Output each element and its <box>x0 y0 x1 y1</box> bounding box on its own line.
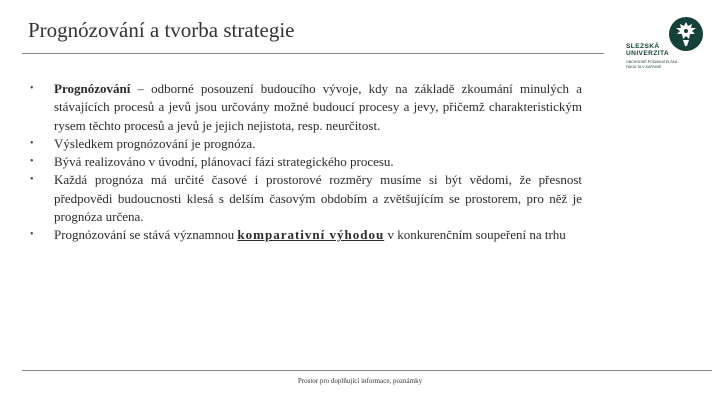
bullet-item <box>30 226 582 244</box>
bullet-text-start: Prognózování se stává významnou <box>54 227 238 243</box>
bullet-dot-icon: • <box>30 83 34 94</box>
bullet-item <box>30 135 582 153</box>
logo-sub-line1: OBCHODNĚ PODNIKATELSKÁ <box>626 60 678 64</box>
slide-title: Prognózování a tvorba strategie <box>28 18 295 42</box>
logo-name-line1: SLEZSKÁ <box>626 43 660 50</box>
bullet-dot-icon: • <box>30 156 34 168</box>
university-logo <box>626 16 706 78</box>
bullet-item <box>30 171 582 226</box>
bullet-dot-icon: • <box>30 229 34 241</box>
logo-name-line2: UNIVERZITA <box>626 50 670 58</box>
bullet-text-end: v konkurenčním soupeření na trhu <box>384 227 566 243</box>
bullet-text: Bývá realizováno v úvodní, plánovací fázi strategického procesu. <box>54 154 394 170</box>
logo-name <box>626 43 669 58</box>
bullet-term: Prognózování <box>54 81 131 96</box>
bullet-list <box>30 80 582 245</box>
logo-faculty <box>626 60 698 70</box>
footer-note: Prostor pro doplňující informace, poznámky <box>297 377 423 385</box>
bullet-emphasis: komparativní výhodou <box>237 227 385 243</box>
bullet-text: Každá prognóza má určité časové i prostorové rozměry musíme si být vědomi, že přesnost předpovědi budoucnosti klesá s delším časovým obdobím a zvětšujícím se prostorem, pro něž je prognóza určena. <box>54 172 582 225</box>
university-emblem-icon <box>668 16 704 52</box>
bullet-dot-icon: • <box>30 174 34 186</box>
bullet-item <box>30 80 582 135</box>
bullet-item <box>30 153 582 171</box>
bullet-text: – odborné posouzení budoucího vývoje, kdy na základě zkoumání minulých a stávajících procesů a jevů jsou určovány možné budoucí procesy a jevy, přičemž charakteristickým rysem těchto procesů a jevů je jejich nejistota, resp. neurčitost. <box>54 81 582 133</box>
bullet-dot-icon: • <box>30 137 34 149</box>
title-divider <box>22 53 604 54</box>
logo-sub-line2: FAKULTA V KARVINÉ <box>626 65 662 69</box>
footer-divider <box>22 370 712 371</box>
bullet-text: Výsledkem prognózování je prognóza. <box>54 135 256 151</box>
